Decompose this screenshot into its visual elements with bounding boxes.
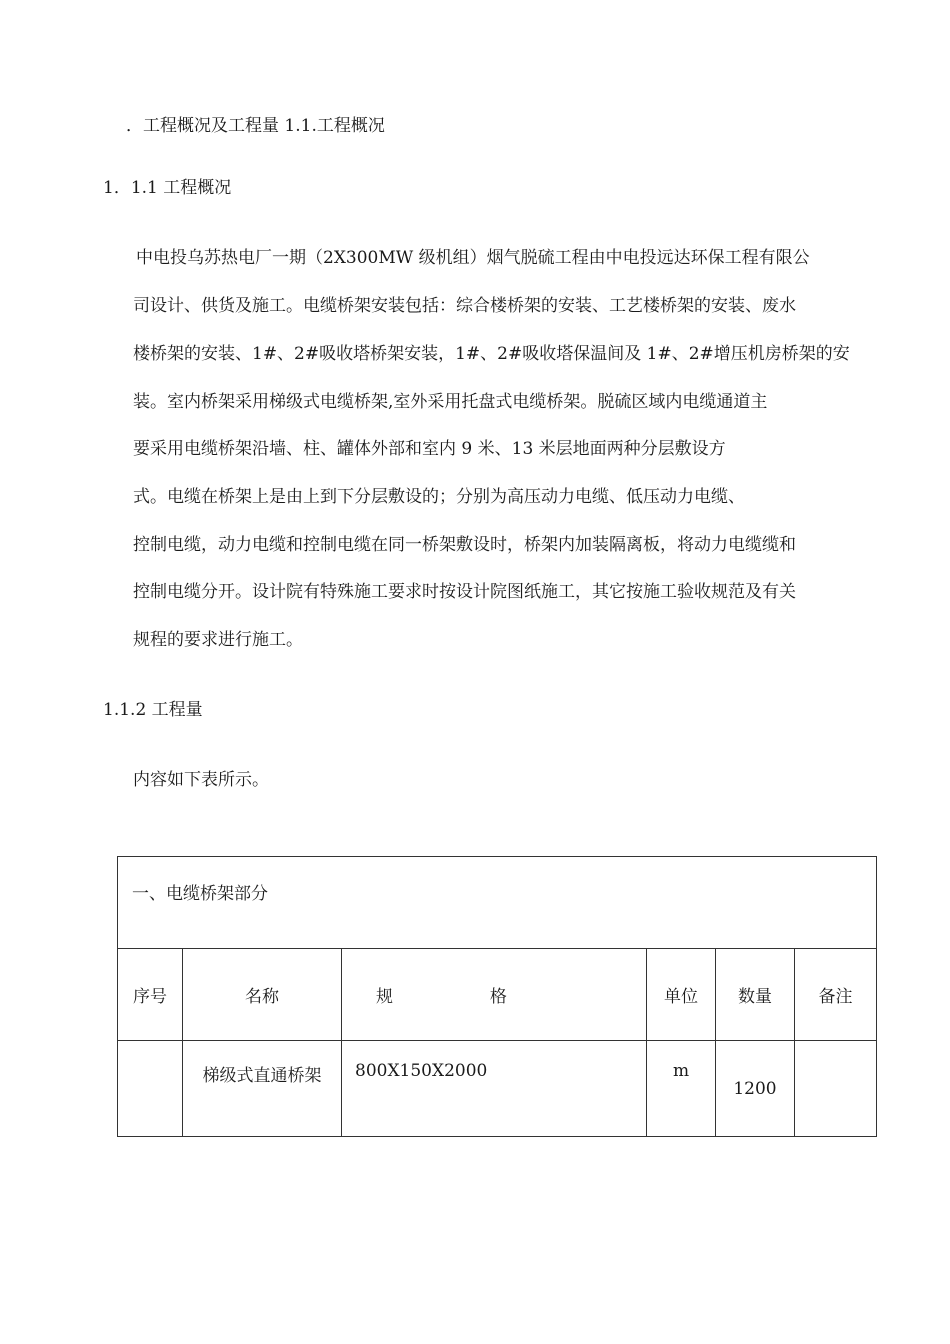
- paragraph-line: 控制电缆分开。设计院有特殊施工要求时按设计院图纸施工，其它按施工验收规范及有关: [133, 582, 796, 602]
- table-intro: 内容如下表所示。: [133, 770, 269, 790]
- cell-quantity: 1200: [716, 1041, 795, 1137]
- paragraph-line: 控制电缆，动力电缆和控制电缆在同一桥架敷设时，桥架内加装隔离板，将动力电缆缆和: [133, 535, 796, 555]
- cell-spec: 800X150X2000: [342, 1041, 647, 1137]
- header-name: 名称: [183, 949, 342, 1041]
- subsection-heading-quantity: 1.1.2 工程量: [103, 700, 203, 720]
- paragraph-line: 司设计、供货及施工。电缆桥架安装包括：综合楼桥架的安装、工艺楼桥架的安装、废水: [133, 296, 796, 316]
- header-index: 序号: [118, 949, 183, 1041]
- table-row: [118, 1041, 877, 1137]
- paragraph-line: 式。电缆在桥架上是由上到下分层敷设的；分别为高压动力电缆、低压动力电缆、: [133, 487, 745, 507]
- header-spec: [342, 949, 647, 1041]
- table-header-row: [118, 949, 877, 1041]
- cell-name: 梯级式直通桥架: [183, 1041, 342, 1137]
- header-unit: 单位: [647, 949, 716, 1041]
- paragraph-line: 要采用电缆桥架沿墙、柱、罐体外部和室内 9 米、13 米层地面两种分层敷设方: [133, 439, 726, 459]
- header-quantity: 数量: [716, 949, 795, 1041]
- table-title: 一、电缆桥架部分: [118, 857, 877, 949]
- paragraph-line: 规程的要求进行施工。: [133, 630, 303, 650]
- quantity-table: [117, 856, 877, 1137]
- cell-remark: [795, 1041, 877, 1137]
- paragraph-line: 中电投乌苏热电厂一期（2X300MW 级机组）烟气脱硫工程由中电投远达环保工程有限公: [136, 248, 810, 268]
- header-spec-part-2: 格: [489, 987, 507, 1007]
- header-spec-part-1: 规: [376, 987, 393, 1007]
- paragraph-line: 楼桥架的安装、1#、2#吸收塔桥架安装，1#、2#吸收塔保温间及 1#、2#增压机房桥架的安: [133, 344, 850, 364]
- cell-index: [118, 1041, 183, 1137]
- subsection-heading-overview: 1．1.1 工程概况: [103, 178, 232, 198]
- cell-unit: m: [647, 1041, 716, 1137]
- paragraph-line: 装。室内桥架采用梯级式电缆桥架,室外采用托盘式电缆桥架。脱硫区域内电缆通道主: [133, 392, 768, 412]
- header-remark: 备注: [795, 949, 877, 1041]
- section-heading: ．工程概况及工程量 1.1.工程概况: [126, 116, 385, 136]
